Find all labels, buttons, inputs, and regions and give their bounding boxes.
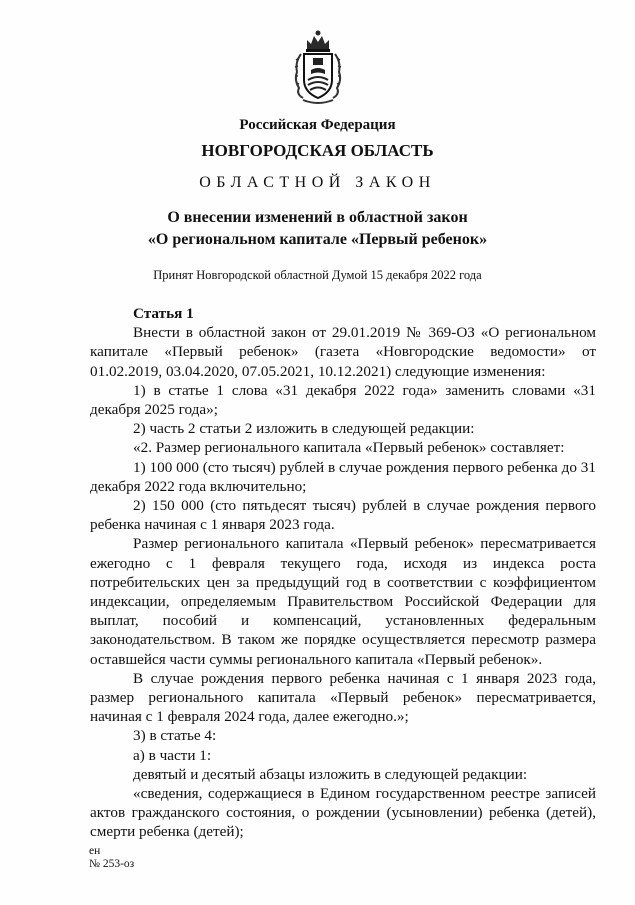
article-paragraph: В случае рождения первого ребенка начиная с 1 января 2023 года, размер регионального капитала «Первый ребенок» пересматривается, начиная с 1 февраля 2024 года, далее ежегодно.»; <box>90 669 596 726</box>
article-paragraph: 2) 150 000 (сто пятьдесят тысяч) рублей в случае рождения первого ребенка начиная с 1 января 2023 года. <box>90 497 596 534</box>
article-paragraph: девятый и десятый абзацы изложить в следующей редакции: <box>133 765 528 783</box>
article-paragraph: «2. Размер регионального капитала «Первый ребенок» составляет: <box>133 439 565 457</box>
law-title-line-2: «О региональном капитале «Первый ребенок» <box>147 231 488 248</box>
law-title-line-1: О внесении изменений в областной закон <box>167 209 468 226</box>
footer-law-number: № 253-оз <box>89 858 135 870</box>
region-heading: НОВГОРОДСКАЯ ОБЛАСТЬ <box>201 141 434 160</box>
footer-initials: ен <box>89 845 101 857</box>
article-paragraph: Размер регионального капитала «Первый ребенок» пересматривается ежегодно с 1 февраля текущего года, исходя из индекса роста потребительских цен за предыдущий год в соответствии с коэффициентом индексации, определяемым Правительством Российской Федерации для выплат, пособий и компенсаций, установленных федеральным законодательством. В таком же порядке осуществляется пересмотр размера оставшейся части суммы регионального капитала «Первый ребенок». <box>90 535 596 668</box>
document-footer <box>89 845 134 871</box>
article-paragraph: 1) 100 000 (сто тысяч) рублей в случае рождения первого ребенка до 31 декабря 2022 года включительно; <box>90 458 596 495</box>
article-paragraph: а) в части 1: <box>133 746 212 764</box>
article-paragraph: Внести в областной закон от 29.01.2019 № 369-ОЗ «О региональном капитале «Первый ребенок» (газета «Новгородские ведомости» от 01.02.2019, 03.04.2020, 07.05.2021, 10.12.2021) следующие изменения: <box>90 324 596 380</box>
federation-heading: Российская Федерация <box>239 117 396 133</box>
article-paragraph: 2) часть 2 статьи 2 изложить в следующей редакции: <box>133 420 475 438</box>
law-title <box>0 207 635 251</box>
article-paragraph: 1) в статье 1 слова «31 декабря 2022 года» заменить словами «31 декабря 2025 года»; <box>90 381 596 419</box>
coat-of-arms-emblem <box>291 28 345 108</box>
adoption-note: Принят Новгородской областной Думой 15 декабря 2022 года <box>153 268 482 282</box>
law-type-heading: ОБЛАСТНОЙ ЗАКОН <box>199 174 436 191</box>
article-body <box>90 304 596 842</box>
article-paragraph: «сведения, содержащиеся в Едином государственном реестре записей актов гражданского состояния, о рождении (усыновлении) ребенка (детей), смерти ребенка (детей); <box>90 785 596 841</box>
article-heading: Статья 1 <box>133 305 194 322</box>
article-paragraph: 3) в статье 4: <box>133 727 217 745</box>
